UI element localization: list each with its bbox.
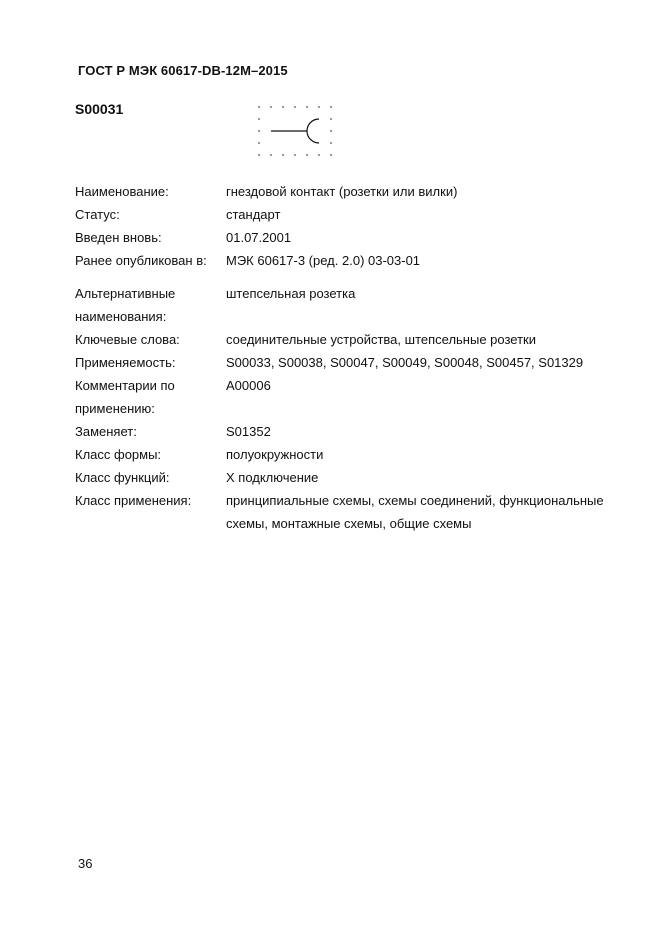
property-label: Класс формы:	[75, 447, 162, 462]
property-row-alternative-names	[75, 282, 615, 328]
property-label: Альтернативные наименования:	[75, 286, 176, 324]
property-row-name	[75, 180, 615, 203]
property-row-applicability	[75, 351, 615, 374]
property-row-replaces	[75, 420, 615, 443]
symbol-code: S00031	[75, 101, 124, 117]
property-row-function-class	[75, 466, 615, 489]
property-row-introduced	[75, 226, 615, 249]
property-row-status	[75, 203, 615, 226]
property-label: Статус:	[75, 207, 120, 222]
property-value: штепсельная розетка	[226, 286, 356, 301]
property-label: Применяемость:	[75, 355, 176, 370]
property-value: 01.07.2001	[226, 230, 292, 245]
property-label: Комментарии по применению:	[75, 378, 175, 416]
property-row-shape-class	[75, 443, 615, 466]
page-number: 36	[78, 856, 93, 871]
property-value: S00033, S00038, S00047, S00049, S00048, S00457, S01329	[226, 355, 584, 370]
property-value: принципиальные схемы, схемы соединений, функциональные схемы, монтажные схемы, общие схемы	[226, 493, 604, 531]
property-row-application-class	[75, 489, 615, 535]
property-label: Ранее опубликован в:	[75, 253, 207, 268]
property-value: соединительные устройства, штепсельные розетки	[226, 332, 536, 347]
property-label: Заменяет:	[75, 424, 137, 439]
property-row-keywords	[75, 328, 615, 351]
property-value: гнездовой контакт (розетки или вилки)	[226, 184, 458, 199]
properties-table	[75, 180, 615, 535]
property-value: A00006	[226, 378, 271, 393]
property-value: стандарт	[226, 207, 281, 222]
property-value: X подключение	[226, 470, 319, 485]
property-label: Наименование:	[75, 184, 169, 199]
property-label: Введен вновь:	[75, 230, 162, 245]
document-header: ГОСТ Р МЭК 60617-DB-12M–2015	[78, 63, 288, 78]
property-label: Ключевые слова:	[75, 332, 180, 347]
property-label: Класс функций:	[75, 470, 170, 485]
property-row-previously-published	[75, 249, 615, 272]
property-row-application-notes	[75, 374, 615, 420]
property-value: полуокружности	[226, 447, 324, 462]
property-value: МЭК 60617-3 (ред. 2.0) 03-03-01	[226, 253, 421, 268]
socket-contact-symbol-icon	[254, 102, 338, 162]
property-label: Класс применения:	[75, 493, 192, 508]
property-value: S01352	[226, 424, 271, 439]
